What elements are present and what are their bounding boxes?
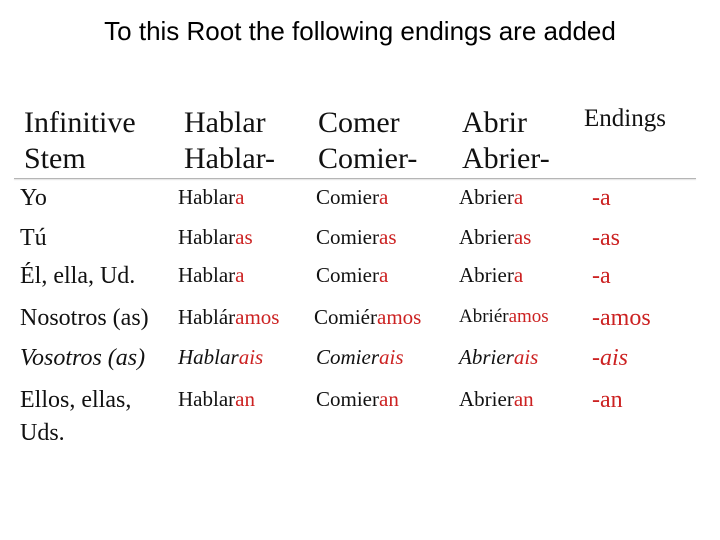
infinitive-label: Infinitive xyxy=(24,106,136,139)
infinitive-abrir: Abrir xyxy=(462,106,527,139)
pronoun-el-ella-ud: Él, ella, Ud. xyxy=(20,263,136,289)
abrir-form: Abriéramos xyxy=(459,306,549,327)
hablar-form: Hablarais xyxy=(178,345,264,369)
abrir-form: Abrieran xyxy=(459,387,534,411)
abrir-form: Abrierais xyxy=(459,345,539,369)
abrir-form: Abrieras xyxy=(459,225,532,249)
abrir-form: Abriera xyxy=(459,263,524,287)
infinitive-hablar: Hablar xyxy=(184,106,266,139)
endings-header: Endings xyxy=(584,105,666,132)
pronoun-vosotros: Vosotros (as) xyxy=(20,345,146,371)
hablar-form: Habláramos xyxy=(178,305,280,329)
hablar-form: Hablaran xyxy=(178,387,255,411)
header-divider xyxy=(14,178,696,179)
hablar-form: Hablara xyxy=(178,185,245,209)
comer-form: Comiera xyxy=(316,185,389,209)
ending-value: -an xyxy=(592,387,623,413)
ending-value: -a xyxy=(592,185,611,211)
ending-value: -amos xyxy=(592,305,651,331)
ending-value: -ais xyxy=(592,345,628,371)
pronoun-ellos-ellas: Ellos, ellas, xyxy=(20,387,132,413)
stem-comer: Comier- xyxy=(318,142,418,175)
comer-form: Comiera xyxy=(316,263,389,287)
hablar-form: Hablaras xyxy=(178,225,253,249)
comer-form: Comieran xyxy=(316,387,399,411)
pronoun-uds: Uds. xyxy=(20,420,65,446)
hablar-form: Hablara xyxy=(178,263,245,287)
infinitive-comer: Comer xyxy=(318,106,400,139)
slide-title: To this Root the following endings are added xyxy=(104,16,616,46)
pronoun-yo: Yo xyxy=(20,185,47,211)
stem-hablar: Hablar- xyxy=(184,142,276,175)
ending-value: -as xyxy=(592,225,620,251)
abrir-form: Abriera xyxy=(459,185,524,209)
stem-abrir: Abrier- xyxy=(462,142,550,175)
ending-value: -a xyxy=(592,263,611,289)
stem-label: Stem xyxy=(24,142,86,175)
comer-form: Comieras xyxy=(316,225,397,249)
comer-form: Comierais xyxy=(316,345,404,369)
comer-form: Comiéramos xyxy=(314,305,422,329)
pronoun-tu: Tú xyxy=(20,225,47,251)
pronoun-nosotros: Nosotros (as) xyxy=(20,305,149,331)
